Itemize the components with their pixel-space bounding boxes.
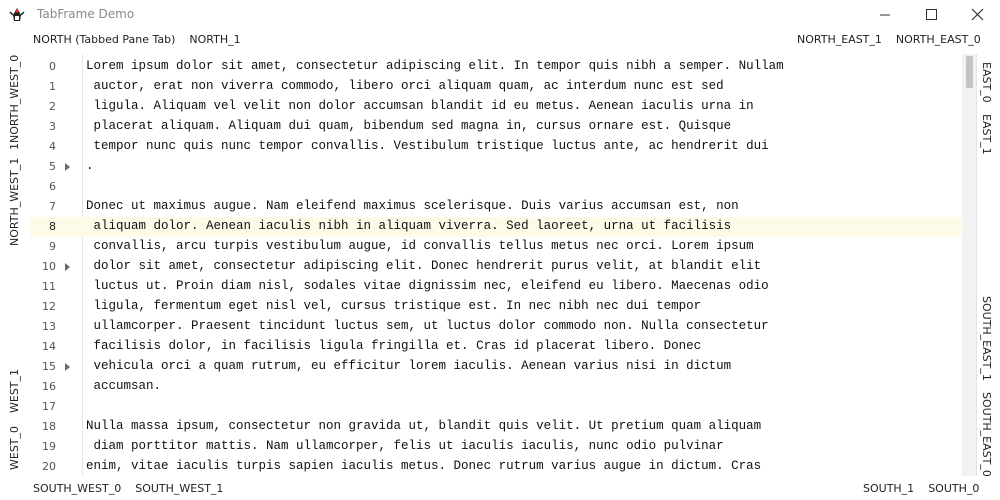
- scrollbar-thumb[interactable]: [966, 56, 973, 88]
- line-text: ullamcorper. Praesent tincidunt luctus sem, ut luctus dolor commodo non. Nulla consectetur: [86, 319, 769, 333]
- editor-line[interactable]: [30, 77, 976, 97]
- tab-north-1[interactable]: NORTH_1: [189, 33, 241, 46]
- line-number: 5: [49, 160, 56, 173]
- editor-line[interactable]: [30, 97, 976, 117]
- line-number: 3: [49, 120, 56, 133]
- editor-line[interactable]: [30, 237, 976, 257]
- line-number: 4: [49, 140, 56, 153]
- text-editor[interactable]: [30, 54, 976, 476]
- tab-north-west-0[interactable]: 1NORTH_WEST_0: [8, 54, 21, 150]
- close-icon: [954, 0, 1000, 30]
- line-text: aliquam dolor. Aenean iaculis nibh in aliquam viverra. Sed laoreet, urna ut facilisis: [86, 219, 732, 233]
- line-text: Nulla massa ipsum, consectetur non gravida ut, blandit quis velit. Ut pretium quam aliquam: [86, 419, 762, 433]
- editor-line[interactable]: [30, 417, 976, 437]
- north-tab-strip: [33, 33, 255, 51]
- tab-south-1[interactable]: SOUTH_1: [863, 482, 915, 495]
- line-number: 19: [42, 440, 56, 453]
- tab-south-west-1[interactable]: SOUTH_WEST_1: [135, 482, 224, 495]
- tab-west-0[interactable]: WEST_0: [8, 425, 21, 470]
- line-text: placerat aliquam. Aliquam dui quam, bibendum sed magna in, cursus ornare est. Quisque: [86, 119, 732, 133]
- line-text: Lorem ipsum dolor sit amet, consectetur adipiscing elit. In tempor quis nibh a semper. Nullam: [86, 59, 784, 73]
- line-number: 18: [42, 420, 56, 433]
- line-text: .: [86, 159, 94, 173]
- tab-south-0[interactable]: SOUTH_0: [928, 482, 980, 495]
- editor-line[interactable]: [30, 297, 976, 317]
- tab-south-east-1[interactable]: SOUTH_EAST_1: [980, 296, 993, 381]
- line-text: enim, vitae iaculis turpis sapien iaculis metus. Donec rutrum varius augue in dictum. Cras: [86, 459, 762, 473]
- line-number: 17: [42, 400, 56, 413]
- editor-line[interactable]: [30, 197, 976, 217]
- editor-line[interactable]: [30, 257, 976, 277]
- tab-east-0[interactable]: EAST_0: [980, 62, 993, 103]
- north-east-tab-strip: [797, 33, 981, 51]
- line-number: 0: [49, 60, 56, 73]
- line-number: 14: [42, 340, 56, 353]
- line-number: 13: [42, 320, 56, 333]
- editor-line[interactable]: [30, 357, 976, 377]
- line-text: luctus ut. Proin diam nisl, sodales vitae dignissim nec, eleifend eu libero. Maecenas odio: [86, 279, 769, 293]
- editor-line[interactable]: [30, 157, 976, 177]
- fold-arrow-icon[interactable]: [65, 163, 70, 171]
- tab-west-1[interactable]: WEST_1: [8, 368, 21, 413]
- tab-east-1[interactable]: EAST_1: [980, 114, 993, 155]
- line-text: accumsan.: [86, 379, 162, 393]
- line-text: vehicula orci a quam rutrum, eu efficitur lorem iaculis. Aenean varius nisi in dictum: [86, 359, 732, 373]
- tab-south-west-0[interactable]: SOUTH_WEST_0: [33, 482, 122, 495]
- editor-line[interactable]: [30, 317, 976, 337]
- line-text: ligula. Aliquam vel velit non dolor accumsan blandit id eu metus. Aenean iaculis urna in: [86, 99, 754, 113]
- tab-north-east-0[interactable]: NORTH_EAST_0: [895, 33, 981, 46]
- line-number: 8: [49, 220, 56, 233]
- line-number: 2: [49, 100, 56, 113]
- line-number: 9: [49, 240, 56, 253]
- tab-north[interactable]: NORTH (Tabbed Pane Tab): [33, 33, 176, 46]
- close-button[interactable]: [954, 0, 1000, 30]
- editor-line[interactable]: [30, 437, 976, 457]
- line-text: auctor, erat non viverra commodo, libero orci aliquam quam, ac interdum nunc est sed: [86, 79, 724, 93]
- minimize-icon: [862, 0, 908, 30]
- maximize-icon: [908, 0, 954, 30]
- editor-line[interactable]: [30, 117, 976, 137]
- tab-south-east-0[interactable]: SOUTH_EAST_0: [980, 392, 993, 477]
- editor-line[interactable]: [30, 457, 976, 476]
- fold-arrow-icon[interactable]: [65, 363, 70, 371]
- tab-north-east-1[interactable]: NORTH_EAST_1: [797, 33, 882, 46]
- editor-line[interactable]: [30, 277, 976, 297]
- line-number: 11: [42, 280, 56, 293]
- maximize-button[interactable]: [908, 0, 954, 30]
- line-text: facilisis dolor, in facilisis ligula fringilla et. Cras id placerat libero. Donec: [86, 339, 702, 353]
- line-number: 15: [42, 360, 56, 373]
- editor-line[interactable]: [30, 377, 976, 397]
- editor-line[interactable]: [30, 57, 976, 77]
- window-title: TabFrame Demo: [37, 7, 135, 21]
- tab-north-west-1[interactable]: NORTH_WEST_1: [8, 157, 21, 246]
- title-bar: [0, 0, 1000, 30]
- line-text: diam porttitor mattis. Nam ullamcorper, felis ut iaculis iaculis, nunc odio pulvinar: [86, 439, 724, 453]
- line-number: 16: [42, 380, 56, 393]
- south-west-tab-strip: [33, 482, 237, 498]
- line-number: 20: [42, 460, 56, 473]
- fold-arrow-icon[interactable]: [65, 263, 70, 271]
- editor-line[interactable]: [30, 137, 976, 157]
- vertical-scrollbar[interactable]: [962, 54, 976, 476]
- line-text: Donec ut maximus augue. Nam eleifend maximus scelerisque. Duis varius accumsan est, non: [86, 199, 739, 213]
- line-number: 7: [49, 200, 56, 213]
- south-tab-strip: [863, 482, 979, 498]
- line-number: 1: [49, 80, 56, 93]
- line-text: convallis, arcu turpis vestibulum augue, id convallis tellus metus nec orci. Lorem ipsum: [86, 239, 754, 253]
- line-number: 6: [49, 180, 56, 193]
- line-text: dolor sit amet, consectetur adipiscing elit. Donec hendrerit purus velit, at blandit elit: [86, 259, 762, 273]
- minimize-button[interactable]: [862, 0, 908, 30]
- duke-mascot-icon: [8, 6, 26, 24]
- editor-line[interactable]: [30, 397, 976, 417]
- editor-line[interactable]: [30, 337, 976, 357]
- east-separator: [976, 54, 977, 476]
- line-text: tempor nunc quis nunc tempor convallis. Vestibulum tristique luctus ante, ac hendrerit dui: [86, 139, 769, 153]
- line-number: 12: [42, 300, 56, 313]
- editor-line[interactable]: [30, 217, 976, 237]
- line-text: ligula, fermentum eget nisl vel, cursus tristique est. In nec nibh nec dui tempor: [86, 299, 702, 313]
- line-number: 10: [42, 260, 56, 273]
- editor-line[interactable]: [30, 177, 976, 197]
